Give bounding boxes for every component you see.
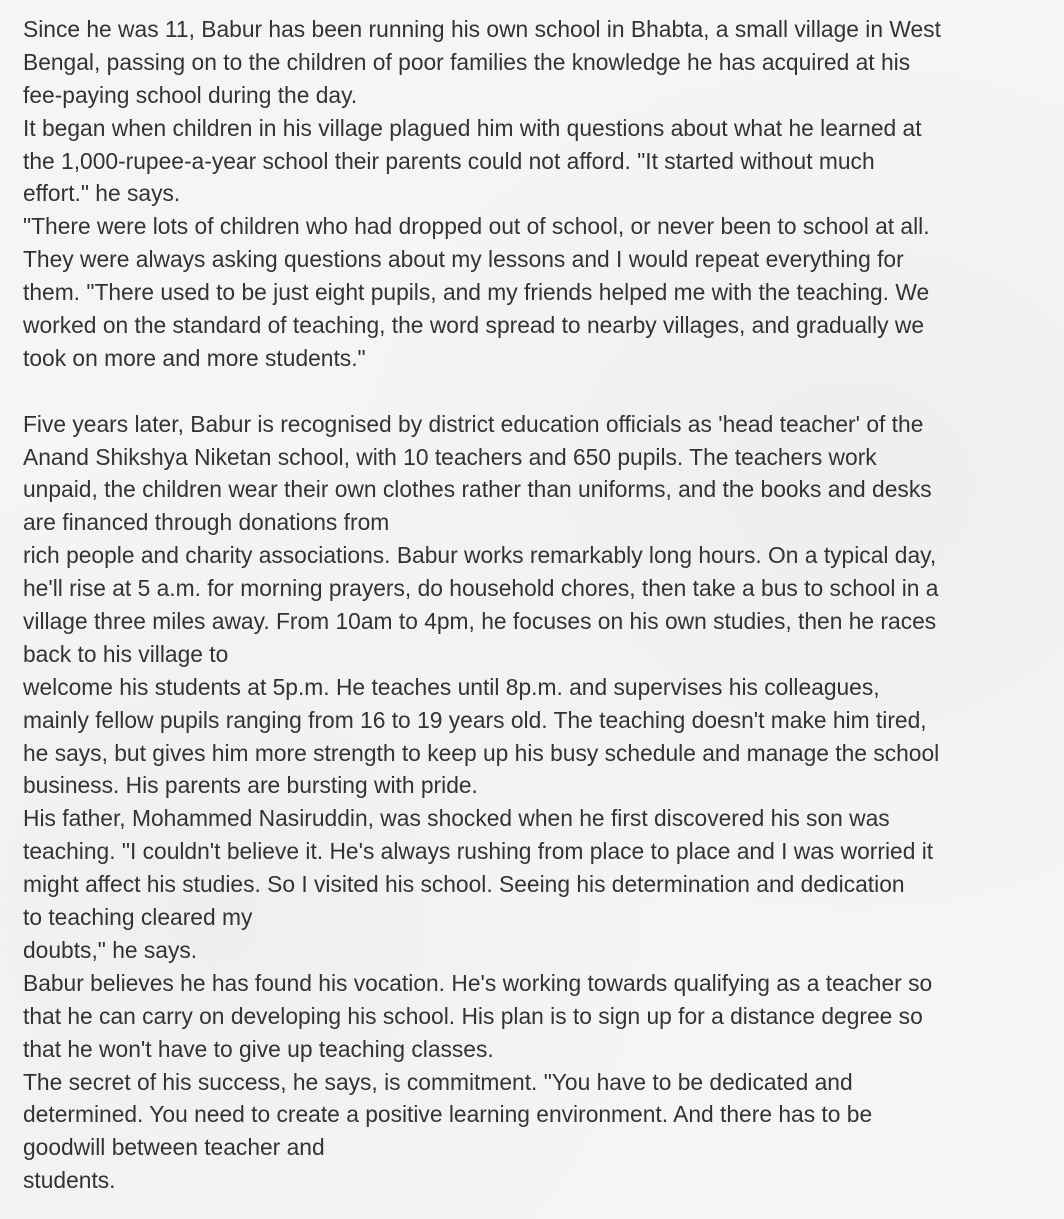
- text-line: His father, Mohammed Nasiruddin, was shocked when he first discovered his son was: [23, 805, 890, 832]
- text-line: The secret of his success, he says, is commitment. "You have to be dedicated and: [23, 1068, 853, 1095]
- text-line: fee-paying school during the day.: [23, 81, 358, 108]
- text-line: students.: [23, 1167, 116, 1194]
- text-line: rich people and charity associations. Babur works remarkably long hours. On a typical day,: [23, 542, 937, 569]
- text-line: mainly fellow pupils ranging from 16 to 19 years old. The teaching doesn't make him tired,: [23, 706, 927, 733]
- text-line: village three miles away. From 10am to 4pm, he focuses on his own studies, then he races: [23, 608, 937, 635]
- text-line: They were always asking questions about my lessons and I would repeat everything for: [23, 246, 904, 273]
- text-line: them. "There used to be just eight pupils, and my friends helped me with the teaching. We: [23, 279, 930, 306]
- text-line: might affect his studies. So I visited his school. Seeing his determination and dedication: [23, 871, 905, 898]
- text-line: "There were lots of children who had dropped out of school, or never been to school at all.: [23, 213, 930, 240]
- text-line: welcome his students at 5p.m. He teaches until 8p.m. and supervises his colleagues,: [23, 673, 880, 700]
- text-line: business. His parents are bursting with pride.: [23, 772, 478, 799]
- text-line: It began when children in his village plagued him with questions about what he learned at: [23, 114, 922, 141]
- text-line: took on more and more students.": [23, 344, 366, 371]
- text-line: Anand Shikshya Niketan school, with 10 teachers and 650 pupils. The teachers work: [23, 443, 877, 470]
- text-line: doubts," he says.: [23, 936, 198, 963]
- text-line: [23, 375, 1064, 408]
- text-line: the 1,000-rupee-a-year school their parents could not afford. "It started without much: [23, 147, 875, 174]
- text-line: unpaid, the children wear their own clothes rather than uniforms, and the books and desks: [23, 476, 932, 503]
- text-line: Since he was 11, Babur has been running his own school in Bhabta, a small village in West: [23, 16, 941, 42]
- text-line: Babur believes he has found his vocation. He's working towards qualifying as a teacher so: [23, 969, 933, 996]
- text-line: are financed through donations from: [23, 509, 390, 536]
- text-line: determined. You need to create a positive learning environment. And there has to be: [23, 1101, 873, 1128]
- text-line: worked on the standard of teaching, the word spread to nearby villages, and gradually we: [23, 312, 925, 339]
- text-line: to teaching cleared my: [23, 904, 253, 931]
- text-line: he'll rise at 5 a.m. for morning prayers, do household chores, then take a bus to school in a: [23, 575, 939, 602]
- text-line: back to his village to: [23, 640, 229, 667]
- text-line: that he can carry on developing his school. His plan is to sign up for a distance degree so: [23, 1002, 923, 1029]
- text-line: effort." he says.: [23, 180, 181, 207]
- text-line: Five years later, Babur is recognised by district education officials as 'head teacher' of the: [23, 410, 924, 437]
- text-line: he says, but gives him more strength to keep up his busy schedule and manage the school: [23, 739, 940, 766]
- text-line: goodwill between teacher and: [23, 1134, 325, 1161]
- text-line: Bengal, passing on to the children of poor families the knowledge he has acquired at his: [23, 48, 911, 75]
- text-line: teaching. "I couldn't believe it. He's always rushing from place to place and I was worried it: [23, 838, 934, 865]
- article-text: [23, 13, 1064, 1197]
- text-line: that he won't have to give up teaching classes.: [23, 1035, 494, 1062]
